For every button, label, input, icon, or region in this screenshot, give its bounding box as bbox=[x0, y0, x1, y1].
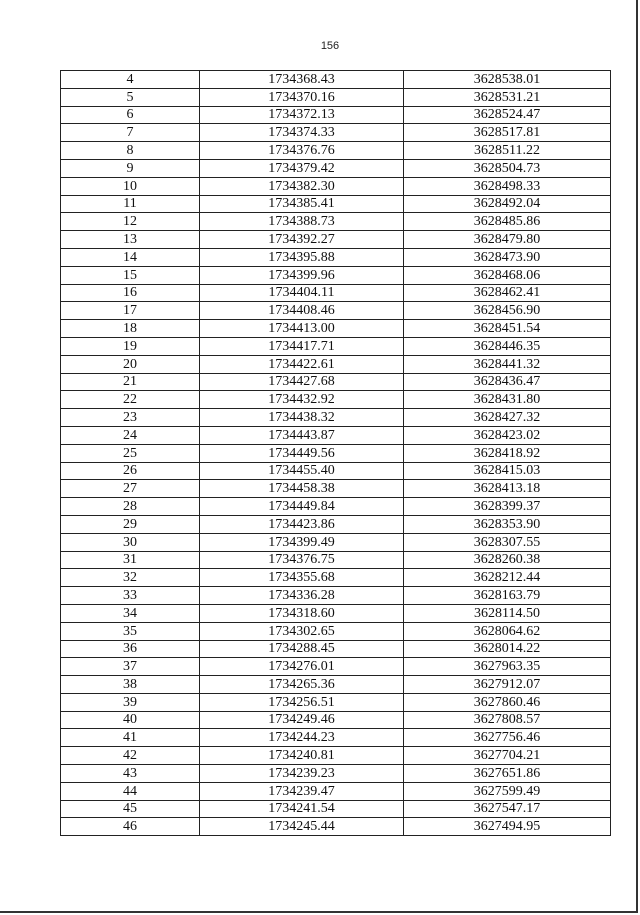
x-coordinate-cell: 1734385.41 bbox=[200, 195, 404, 213]
point-number-cell: 6 bbox=[61, 106, 200, 124]
y-coordinate-cell: 3628538.01 bbox=[404, 71, 611, 89]
table-row bbox=[61, 195, 611, 213]
point-number-cell: 38 bbox=[61, 676, 200, 694]
table-row bbox=[61, 604, 611, 622]
y-coordinate-cell: 3628427.32 bbox=[404, 409, 611, 427]
x-coordinate-cell: 1734318.60 bbox=[200, 604, 404, 622]
x-coordinate-cell: 1734368.43 bbox=[200, 71, 404, 89]
x-coordinate-cell: 1734336.28 bbox=[200, 587, 404, 605]
y-coordinate-cell: 3628064.62 bbox=[404, 622, 611, 640]
table-row bbox=[61, 248, 611, 266]
point-number-cell: 27 bbox=[61, 480, 200, 498]
point-number-cell: 46 bbox=[61, 818, 200, 836]
y-coordinate-cell: 3627756.46 bbox=[404, 729, 611, 747]
point-number-cell: 39 bbox=[61, 693, 200, 711]
y-coordinate-cell: 3627912.07 bbox=[404, 676, 611, 694]
x-coordinate-cell: 1734302.65 bbox=[200, 622, 404, 640]
point-number-cell: 28 bbox=[61, 498, 200, 516]
x-coordinate-cell: 1734449.56 bbox=[200, 444, 404, 462]
table-row bbox=[61, 711, 611, 729]
y-coordinate-cell: 3628418.92 bbox=[404, 444, 611, 462]
x-coordinate-cell: 1734392.27 bbox=[200, 231, 404, 249]
table-row bbox=[61, 729, 611, 747]
y-coordinate-cell: 3627494.95 bbox=[404, 818, 611, 836]
x-coordinate-cell: 1734382.30 bbox=[200, 177, 404, 195]
y-coordinate-cell: 3628163.79 bbox=[404, 587, 611, 605]
table-row bbox=[61, 480, 611, 498]
point-number-cell: 14 bbox=[61, 248, 200, 266]
y-coordinate-cell: 3628436.47 bbox=[404, 373, 611, 391]
point-number-cell: 35 bbox=[61, 622, 200, 640]
point-number-cell: 18 bbox=[61, 320, 200, 338]
point-number-cell: 31 bbox=[61, 551, 200, 569]
table-row bbox=[61, 800, 611, 818]
y-coordinate-cell: 3627651.86 bbox=[404, 765, 611, 783]
y-coordinate-cell: 3628212.44 bbox=[404, 569, 611, 587]
point-number-cell: 10 bbox=[61, 177, 200, 195]
table-row bbox=[61, 177, 611, 195]
y-coordinate-cell: 3628431.80 bbox=[404, 391, 611, 409]
point-number-cell: 33 bbox=[61, 587, 200, 605]
table-row bbox=[61, 622, 611, 640]
table-row bbox=[61, 320, 611, 338]
y-coordinate-cell: 3628473.90 bbox=[404, 248, 611, 266]
x-coordinate-cell: 1734404.11 bbox=[200, 284, 404, 302]
x-coordinate-cell: 1734455.40 bbox=[200, 462, 404, 480]
table-row bbox=[61, 391, 611, 409]
point-number-cell: 26 bbox=[61, 462, 200, 480]
x-coordinate-cell: 1734417.71 bbox=[200, 337, 404, 355]
point-number-cell: 4 bbox=[61, 71, 200, 89]
table-row bbox=[61, 409, 611, 427]
y-coordinate-cell: 3628492.04 bbox=[404, 195, 611, 213]
x-coordinate-cell: 1734288.45 bbox=[200, 640, 404, 658]
table-row bbox=[61, 337, 611, 355]
y-coordinate-cell: 3628451.54 bbox=[404, 320, 611, 338]
table-row bbox=[61, 124, 611, 142]
x-coordinate-cell: 1734376.75 bbox=[200, 551, 404, 569]
y-coordinate-cell: 3627599.49 bbox=[404, 782, 611, 800]
point-number-cell: 22 bbox=[61, 391, 200, 409]
table-row bbox=[61, 515, 611, 533]
bottom-rule bbox=[125, 911, 636, 913]
y-coordinate-cell: 3627808.57 bbox=[404, 711, 611, 729]
y-coordinate-cell: 3628441.32 bbox=[404, 355, 611, 373]
y-coordinate-cell: 3628485.86 bbox=[404, 213, 611, 231]
point-number-cell: 25 bbox=[61, 444, 200, 462]
y-coordinate-cell: 3627963.35 bbox=[404, 658, 611, 676]
table-row bbox=[61, 765, 611, 783]
y-coordinate-cell: 3628462.41 bbox=[404, 284, 611, 302]
table-row bbox=[61, 587, 611, 605]
x-coordinate-cell: 1734413.00 bbox=[200, 320, 404, 338]
x-coordinate-cell: 1734408.46 bbox=[200, 302, 404, 320]
x-coordinate-cell: 1734239.47 bbox=[200, 782, 404, 800]
point-number-cell: 13 bbox=[61, 231, 200, 249]
table-row bbox=[61, 284, 611, 302]
y-coordinate-cell: 3628517.81 bbox=[404, 124, 611, 142]
y-coordinate-cell: 3628511.22 bbox=[404, 142, 611, 160]
y-coordinate-cell: 3628479.80 bbox=[404, 231, 611, 249]
x-coordinate-cell: 1734239.23 bbox=[200, 765, 404, 783]
x-coordinate-cell: 1734379.42 bbox=[200, 159, 404, 177]
x-coordinate-cell: 1734449.84 bbox=[200, 498, 404, 516]
x-coordinate-cell: 1734399.96 bbox=[200, 266, 404, 284]
x-coordinate-cell: 1734241.54 bbox=[200, 800, 404, 818]
table-row bbox=[61, 782, 611, 800]
table-row bbox=[61, 373, 611, 391]
y-coordinate-cell: 3627860.46 bbox=[404, 693, 611, 711]
x-coordinate-cell: 1734370.16 bbox=[200, 88, 404, 106]
table-row bbox=[61, 462, 611, 480]
y-coordinate-cell: 3628468.06 bbox=[404, 266, 611, 284]
point-number-cell: 11 bbox=[61, 195, 200, 213]
point-number-cell: 34 bbox=[61, 604, 200, 622]
x-coordinate-cell: 1734395.88 bbox=[200, 248, 404, 266]
point-number-cell: 12 bbox=[61, 213, 200, 231]
point-number-cell: 23 bbox=[61, 409, 200, 427]
y-coordinate-cell: 3628423.02 bbox=[404, 426, 611, 444]
y-coordinate-cell: 3628260.38 bbox=[404, 551, 611, 569]
x-coordinate-cell: 1734374.33 bbox=[200, 124, 404, 142]
point-number-cell: 9 bbox=[61, 159, 200, 177]
x-coordinate-cell: 1734443.87 bbox=[200, 426, 404, 444]
table-row bbox=[61, 231, 611, 249]
x-coordinate-cell: 1734399.49 bbox=[200, 533, 404, 551]
table-row bbox=[61, 444, 611, 462]
y-coordinate-cell: 3628446.35 bbox=[404, 337, 611, 355]
table-row bbox=[61, 676, 611, 694]
point-number-cell: 16 bbox=[61, 284, 200, 302]
table-row bbox=[61, 213, 611, 231]
point-number-cell: 44 bbox=[61, 782, 200, 800]
table-row bbox=[61, 658, 611, 676]
y-coordinate-cell: 3628307.55 bbox=[404, 533, 611, 551]
y-coordinate-cell: 3628415.03 bbox=[404, 462, 611, 480]
x-coordinate-cell: 1734240.81 bbox=[200, 747, 404, 765]
table-row bbox=[61, 693, 611, 711]
y-coordinate-cell: 3628413.18 bbox=[404, 480, 611, 498]
y-coordinate-cell: 3627704.21 bbox=[404, 747, 611, 765]
y-coordinate-cell: 3628114.50 bbox=[404, 604, 611, 622]
point-number-cell: 20 bbox=[61, 355, 200, 373]
table-row bbox=[61, 88, 611, 106]
y-coordinate-cell: 3628456.90 bbox=[404, 302, 611, 320]
x-coordinate-cell: 1734256.51 bbox=[200, 693, 404, 711]
y-coordinate-cell: 3628504.73 bbox=[404, 159, 611, 177]
y-coordinate-cell: 3627547.17 bbox=[404, 800, 611, 818]
point-number-cell: 43 bbox=[61, 765, 200, 783]
table-row bbox=[61, 533, 611, 551]
x-coordinate-cell: 1734423.86 bbox=[200, 515, 404, 533]
table-row bbox=[61, 569, 611, 587]
table-row bbox=[61, 498, 611, 516]
table-row bbox=[61, 426, 611, 444]
x-coordinate-cell: 1734376.76 bbox=[200, 142, 404, 160]
y-coordinate-cell: 3628531.21 bbox=[404, 88, 611, 106]
point-number-cell: 32 bbox=[61, 569, 200, 587]
x-coordinate-cell: 1734432.92 bbox=[200, 391, 404, 409]
table-row bbox=[61, 551, 611, 569]
point-number-cell: 15 bbox=[61, 266, 200, 284]
y-coordinate-cell: 3628498.33 bbox=[404, 177, 611, 195]
coordinates-table bbox=[60, 70, 611, 836]
table-row bbox=[61, 159, 611, 177]
table-row bbox=[61, 640, 611, 658]
y-coordinate-cell: 3628524.47 bbox=[404, 106, 611, 124]
x-coordinate-cell: 1734245.44 bbox=[200, 818, 404, 836]
x-coordinate-cell: 1734244.23 bbox=[200, 729, 404, 747]
point-number-cell: 17 bbox=[61, 302, 200, 320]
point-number-cell: 36 bbox=[61, 640, 200, 658]
table-row bbox=[61, 106, 611, 124]
table-row bbox=[61, 302, 611, 320]
point-number-cell: 45 bbox=[61, 800, 200, 818]
point-number-cell: 19 bbox=[61, 337, 200, 355]
table-row bbox=[61, 818, 611, 836]
point-number-cell: 21 bbox=[61, 373, 200, 391]
x-coordinate-cell: 1734422.61 bbox=[200, 355, 404, 373]
table-row bbox=[61, 71, 611, 89]
point-number-cell: 7 bbox=[61, 124, 200, 142]
point-number-cell: 8 bbox=[61, 142, 200, 160]
table-row bbox=[61, 142, 611, 160]
point-number-cell: 42 bbox=[61, 747, 200, 765]
point-number-cell: 30 bbox=[61, 533, 200, 551]
x-coordinate-cell: 1734355.68 bbox=[200, 569, 404, 587]
coordinates-table-body bbox=[61, 71, 611, 836]
point-number-cell: 29 bbox=[61, 515, 200, 533]
x-coordinate-cell: 1734427.68 bbox=[200, 373, 404, 391]
x-coordinate-cell: 1734249.46 bbox=[200, 711, 404, 729]
x-coordinate-cell: 1734276.01 bbox=[200, 658, 404, 676]
x-coordinate-cell: 1734388.73 bbox=[200, 213, 404, 231]
table-row bbox=[61, 747, 611, 765]
x-coordinate-cell: 1734438.32 bbox=[200, 409, 404, 427]
point-number-cell: 40 bbox=[61, 711, 200, 729]
x-coordinate-cell: 1734265.36 bbox=[200, 676, 404, 694]
point-number-cell: 37 bbox=[61, 658, 200, 676]
table-row bbox=[61, 266, 611, 284]
y-coordinate-cell: 3628353.90 bbox=[404, 515, 611, 533]
table-row bbox=[61, 355, 611, 373]
point-number-cell: 41 bbox=[61, 729, 200, 747]
point-number-cell: 5 bbox=[61, 88, 200, 106]
x-coordinate-cell: 1734458.38 bbox=[200, 480, 404, 498]
page-number: 156 bbox=[320, 40, 340, 52]
point-number-cell: 24 bbox=[61, 426, 200, 444]
x-coordinate-cell: 1734372.13 bbox=[200, 106, 404, 124]
y-coordinate-cell: 3628014.22 bbox=[404, 640, 611, 658]
y-coordinate-cell: 3628399.37 bbox=[404, 498, 611, 516]
